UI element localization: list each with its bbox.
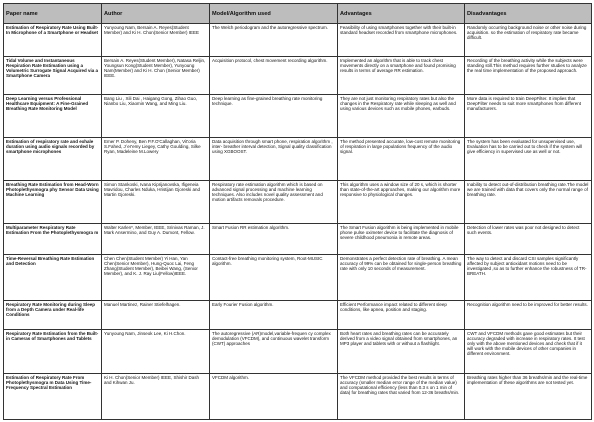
cell-author: Yunyoung Nam, Jinseok Lee, Ki H.Chon. [102, 330, 210, 374]
table-row [4, 95, 592, 138]
cell-paper-name: Tidal Volume and Instantaneous Respiration Rate Estimation using a Volumetric Surrogate Signal Acquired via a Smartphone Camera [4, 57, 102, 95]
cell-author: Bersain A. Reyes(Student Member), Natasa Reljin, Youngsun Kong(Student Member), Yunyoung Nam(Member) and Ki H. Chon (Senior Member) IEEE. [102, 57, 210, 95]
cell-author: Emer P. Doheny, Ben P.F.O'Callaghan, Vit'oria S.Fahed, J`er'emy Liegey, Cathy Goulding, Silke Ryan, Madeleine M.Lowery [102, 138, 210, 181]
cell-paper-name: Estimation of respiratory rate and exhale duration using audio signals recorded by smartphone microphones [4, 138, 102, 181]
cell-disadvantages: The way to detect and discard CSI samples significantly affected by subject antioxidant motions need to be investigated ,so as to further enhance the robustness of TR-BREATH. [465, 255, 592, 301]
cell-author: Manuel Martinez, Rainer Stiefelhagen. [102, 301, 210, 330]
cell-author: Simon Stankoski, Ivana Kiprijanovska, Ifigeneia Mavridou, Charles Nduka, Hristijan Gjoreski and Martin Gjoreski. [102, 181, 210, 224]
cell-disadvantages: Detection of lower rates was poor not designed to detect such events. [465, 224, 592, 255]
cell-model: The Welch periodogram and the autoregressive spectrum. [210, 24, 338, 57]
cell-author: Ki H. Chon(Senior Member) IEEE, Shishir Dash and Kihwan Ju. [102, 374, 210, 420]
cell-disadvantages: Breathing rates higher than 36 breaths/min and the real-time implementation of these algorithms are not tested yet. [465, 374, 592, 420]
cell-advantages: Both heart rates and breathing rates can be accurately derived from a video signal obtained from smartphones, an MP3 player and tablets with or without a flashlight. [338, 330, 465, 374]
table-row [4, 224, 592, 255]
cell-author: Bang Liu , Xili Dai , Haigang Gong, Zihao Guo, Nianbo Liu, Xiaomin Wang, and Ming Liu. [102, 95, 210, 138]
comparison-table [3, 3, 592, 420]
cell-paper-name: Estimation of Respiratory Rate Using Built-In Microphone of a Smartphone or Headset [4, 24, 102, 57]
cell-paper-name: Breathing Rate Estimation from Head-Worn Photoplethysmogra phy Sensor Data Using Machine Learning [4, 181, 102, 224]
cell-model: Smart Fusion RR estimation algorithm. [210, 224, 338, 255]
cell-disadvantages: Inability to detect out-of-distribution breathing rate.The model we are trained with data that covers only the normal range of breathing rate. [465, 181, 592, 224]
table-row [4, 24, 592, 57]
cell-disadvantages: Recording of the breathing activity while the subjects were standing still.This method requires further studies to analyze the real time implementation of the proposed approach. [465, 57, 592, 95]
cell-advantages: The method presented accurate, low-cost remote monitoring of respiration in large populations frequency of the audio signal. [338, 138, 465, 181]
cell-advantages: The Smart Fusion algorithm is being implemented in mobile phone pulse oximeter device to facilitate the diagnosis of severe childhood pneumonia in remote areas. [338, 224, 465, 255]
table-row [4, 301, 592, 330]
cell-advantages: Feasibility of using smartphones together with their built-in standard headset recorded from smartphone microphones. [338, 24, 465, 57]
cell-paper-name: Deep Learning versus Professional Healthcare Equipment: A Fine-Grained Breathing Rate Monitoring Model [4, 95, 102, 138]
cell-author: Yunyoung Nam, Bersain A. Reyes(Student Member) and Ki H. Chon(Senior Member) IEEE [102, 24, 210, 57]
table-row [4, 330, 592, 374]
cell-model: Acquisition protocol, chest movement recording algorithm. [210, 57, 338, 95]
cell-advantages: Efficient Performance impact related to different sleep conditions, like apnea, position and staging. [338, 301, 465, 330]
cell-model: Respiratory rate estimation algorithm which is based on advanced signal processing and machine learning techniques. Also includes novel quality assessment and motion artifacts removals procedure. [210, 181, 338, 224]
cell-author: Walter Karlen*, Member, IEEE, Srinivas Raman, J. Mark Ansermino, and Guy A. Dumont, Fellow. [102, 224, 210, 255]
table-row [4, 181, 592, 224]
cell-model: Deep learning as fine-grained breathing rate monitoring technique. [210, 95, 338, 138]
cell-disadvantages: Randomly occurring background noise or other noise during acquisition. so the estimation of respiratory rate became difficult. [465, 24, 592, 57]
cell-model: Early Fourier Fusion algorithm. [210, 301, 338, 330]
cell-paper-name: Multiparameter Respiratory Rate Estimation From the Photoplethysmogra m [4, 224, 102, 255]
header-author: Author [102, 4, 210, 24]
cell-advantages: They are not just monitoring respiratory rates but also the changes in the Respiratory rate while sleeping as well and using various devices such as mobile phones, earbuds. [338, 95, 465, 138]
cell-model: VFCDM algorithm. [210, 374, 338, 420]
cell-paper-name: Respiratory Rate Monitoring during Sleep from a Depth Camera under Real-life Conditions [4, 301, 102, 330]
header-advantages: Advantages [338, 4, 465, 24]
cell-paper-name: Estimation of Respiratory Rate From Photoplethysmogra m Data Using Time-Frequency Spectral Estimation [4, 374, 102, 420]
table-row [4, 57, 592, 95]
cell-model: Data acquisition through smart phone, respiration algorithm , inter- breather interval detection, Signal quality classification using XGBOOST. [210, 138, 338, 181]
cell-advantages: The VFCDM method provided the best results in terms of accuracy (smaller median error range of the median value) and computational efficiency (less than 0.3 s on 1 min of data) for breathing rates that varied from 12-36 breaths/min. [338, 374, 465, 420]
header-disadvantages: Disadvantages [465, 4, 592, 24]
cell-advantages: Implemented an algorithm that is able to track chest movements directly on a smartphone and found promising results in terms of average RR estimation. [338, 57, 465, 95]
cell-model: Contact-free breathing monitoring system, Root-MUSIC algorithm. [210, 255, 338, 301]
cell-advantages: This algorithm uses a window size of 20 s, which is shorter than state-of-the-art approaches, making our algorithm more responsive to physiological changes. [338, 181, 465, 224]
cell-disadvantages: CWT and VFCDM methods gave good estimates but their accuracy degraded with increase in respiratory rates. It test only with the above mentioned devices and check that if it will work with the mobile devices of other companies in different environment. [465, 330, 592, 374]
cell-paper-name: Time-Reversal Breathing Rate Estimation and Detection [4, 255, 102, 301]
cell-disadvantages: Recognition algorithm need to be improved for better results. [465, 301, 592, 330]
cell-advantages: Demonstrates a perfect detection rate of breathing. A mean accuracy of 99% can be obtained for single-person breathing rate with only 10 seconds of measurement. [338, 255, 465, 301]
table-row [4, 138, 592, 181]
cell-disadvantages: The system has been evaluated for unsupervised use, Evaluation has to be carried out to check if the system will give efficiency in supervised use as well or not. [465, 138, 592, 181]
cell-disadvantages: More data is required to train DeepFilter. It implies that DeepFilter needs to suit more smartphones from different manufacturers. [465, 95, 592, 138]
cell-author: Chen Chen(Student Member) Yi Han, Yan Chen(Senior Member), Hung-Quoc Lai, Feng Zhang(Student Member), Beibei Wang, (Senior Member), and K. J. Ray Liu(Fellow)IEEE. [102, 255, 210, 301]
header-model: Model/Algorithm used [210, 4, 338, 24]
table-header-row [4, 4, 592, 24]
header-paper-name: Paper name [4, 4, 102, 24]
cell-paper-name: Respiratory Rate Estimation from the Built-in Cameras of Smartphones and Tablets [4, 330, 102, 374]
table-row [4, 374, 592, 420]
cell-model: The autoregressive (AR)model,variable-frequen cy complex demodulation (VFCDM), and continuous wavelet transform (CWT) approaches [210, 330, 338, 374]
table-row [4, 255, 592, 301]
